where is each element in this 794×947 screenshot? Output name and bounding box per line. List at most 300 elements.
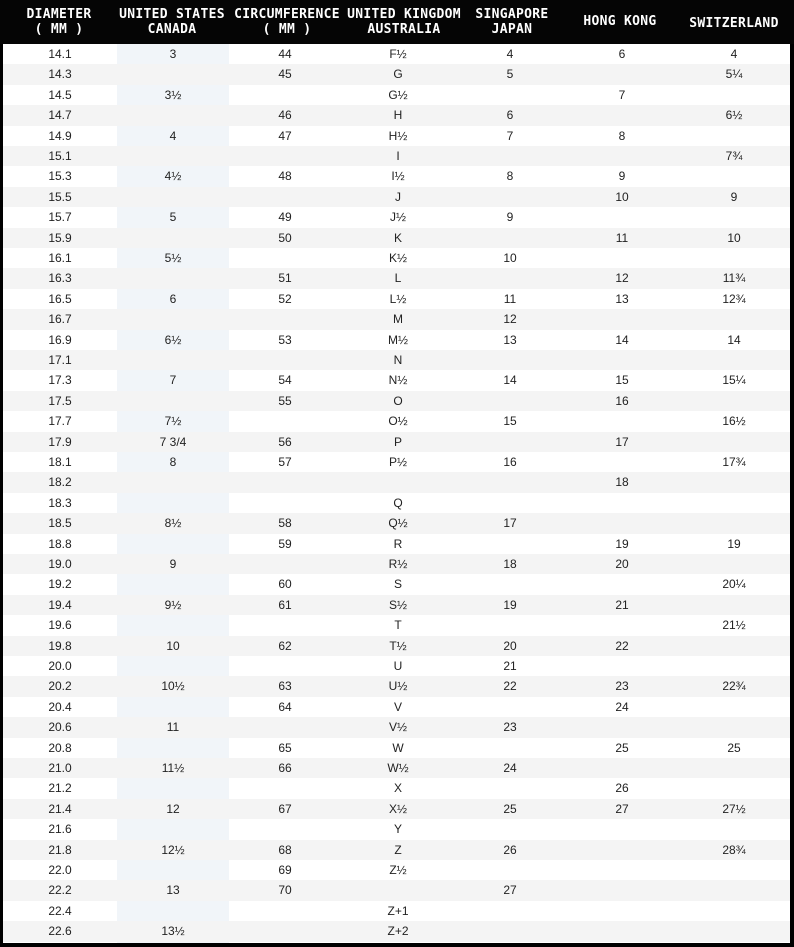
table-row bbox=[3, 799, 790, 819]
cell-uk-australia: Q bbox=[393, 495, 403, 510]
cell-uk-australia: P½ bbox=[388, 455, 407, 469]
table-row bbox=[3, 432, 790, 452]
cell-diameter: 16.1 bbox=[48, 251, 72, 265]
cell-us-canada bbox=[118, 64, 228, 84]
cell-circumference: 66 bbox=[278, 761, 292, 775]
cell-switzerland: 9 bbox=[730, 189, 738, 204]
cell-us-canada bbox=[118, 819, 228, 839]
cell-diameter: 21.6 bbox=[48, 822, 72, 837]
cell-uk-australia: J bbox=[395, 189, 401, 204]
cell-diameter: 22.4 bbox=[48, 903, 72, 918]
cell-circumference: 50 bbox=[278, 230, 292, 245]
table-row bbox=[3, 248, 790, 268]
cell-diameter: 15.1 bbox=[48, 149, 72, 163]
cell-hong-kong: 20 bbox=[615, 557, 629, 571]
cell-us-canada bbox=[118, 901, 228, 921]
cell-us-canada bbox=[118, 187, 228, 207]
cell-us-canada bbox=[118, 472, 228, 492]
cell-switzerland bbox=[679, 880, 789, 900]
cell-diameter: 15.3 bbox=[48, 169, 72, 184]
cell-us-canada: 11 bbox=[166, 720, 180, 735]
cell-uk-australia: R bbox=[393, 536, 403, 551]
cell-diameter: 20.8 bbox=[48, 740, 72, 755]
cell-us-canada: 8 bbox=[169, 455, 177, 469]
table-row bbox=[3, 636, 790, 656]
table-row bbox=[3, 350, 790, 370]
cell-us-canada bbox=[118, 350, 228, 370]
cell-diameter: 22.2 bbox=[48, 883, 72, 898]
cell-uk-australia bbox=[343, 472, 453, 492]
cell-switzerland bbox=[679, 472, 789, 492]
cell-uk-australia: W bbox=[392, 740, 404, 755]
cell-circumference bbox=[230, 554, 340, 574]
cell-uk-australia: S½ bbox=[388, 597, 407, 612]
cell-uk-australia: X½ bbox=[388, 801, 407, 816]
cell-uk-australia: H½ bbox=[388, 128, 408, 143]
cell-uk-australia: Z½ bbox=[389, 863, 407, 877]
cell-us-canada: 6½ bbox=[164, 332, 182, 347]
cell-circumference bbox=[230, 901, 340, 921]
cell-hong-kong bbox=[567, 901, 677, 921]
cell-diameter: 18.8 bbox=[48, 536, 72, 551]
cell-uk-australia: G½ bbox=[388, 87, 408, 102]
cell-singapore-japan: 27 bbox=[503, 883, 517, 898]
table-row bbox=[3, 370, 790, 390]
cell-switzerland: 10 bbox=[727, 230, 741, 245]
cell-us-canada: 13½ bbox=[161, 924, 185, 939]
cell-hong-kong bbox=[567, 513, 677, 533]
cell-circumference bbox=[230, 921, 340, 941]
cell-circumference: 56 bbox=[278, 434, 292, 449]
cell-diameter: 16.9 bbox=[48, 332, 72, 347]
table-row bbox=[3, 717, 790, 737]
header-hong-kong bbox=[570, 14, 670, 29]
table-row bbox=[3, 840, 790, 860]
cell-hong-kong bbox=[567, 207, 677, 227]
header-uk-australia bbox=[345, 7, 463, 37]
cell-hong-kong: 15 bbox=[615, 373, 629, 388]
cell-switzerland bbox=[679, 921, 789, 941]
cell-switzerland: 20¼ bbox=[722, 577, 746, 592]
cell-singapore-japan bbox=[455, 534, 565, 554]
cell-hong-kong bbox=[567, 309, 677, 329]
cell-hong-kong bbox=[567, 574, 677, 594]
cell-singapore-japan bbox=[455, 778, 565, 798]
cell-us-canada: 6 bbox=[169, 291, 177, 306]
cell-uk-australia: U bbox=[393, 659, 403, 673]
cell-singapore-japan bbox=[455, 697, 565, 717]
cell-us-canada: 11½ bbox=[161, 761, 185, 775]
cell-us-canada: 8½ bbox=[164, 516, 182, 531]
table-row bbox=[3, 778, 790, 798]
cell-circumference: 65 bbox=[278, 740, 292, 755]
cell-switzerland bbox=[679, 391, 789, 411]
cell-us-canada: 4 bbox=[169, 128, 177, 143]
cell-circumference bbox=[230, 493, 340, 513]
table-row bbox=[3, 880, 790, 900]
cell-switzerland: 25 bbox=[727, 740, 741, 755]
cell-singapore-japan: 18 bbox=[503, 557, 517, 571]
cell-switzerland bbox=[679, 493, 789, 513]
table-row bbox=[3, 85, 790, 105]
header-line2: CANADA bbox=[147, 22, 197, 37]
table-row bbox=[3, 615, 790, 635]
cell-switzerland bbox=[679, 432, 789, 452]
cell-singapore-japan: 11 bbox=[503, 291, 517, 306]
table-row bbox=[3, 513, 790, 533]
cell-circumference: 55 bbox=[278, 393, 292, 408]
cell-hong-kong bbox=[567, 248, 677, 268]
cell-hong-kong: 12 bbox=[615, 271, 629, 286]
cell-circumference: 59 bbox=[278, 536, 292, 551]
cell-circumference: 52 bbox=[278, 291, 292, 306]
cell-singapore-japan: 14 bbox=[503, 373, 517, 388]
cell-singapore-japan bbox=[455, 268, 565, 288]
size-table bbox=[3, 44, 790, 943]
cell-us-canada: 10 bbox=[166, 638, 180, 653]
table-row bbox=[3, 105, 790, 125]
cell-switzerland: 22¾ bbox=[722, 679, 746, 694]
cell-switzerland bbox=[679, 166, 789, 186]
cell-uk-australia: T½ bbox=[389, 638, 407, 653]
cell-hong-kong bbox=[567, 615, 677, 635]
table-row bbox=[3, 146, 790, 166]
cell-circumference bbox=[230, 187, 340, 207]
cell-hong-kong: 11 bbox=[615, 230, 629, 245]
cell-circumference bbox=[230, 656, 340, 676]
cell-diameter: 18.1 bbox=[48, 455, 72, 469]
header-line1: HONG KONG bbox=[583, 14, 657, 29]
table-row bbox=[3, 676, 790, 696]
cell-us-canada: 9 bbox=[169, 557, 177, 571]
header-line1: UNITED STATES bbox=[119, 7, 225, 22]
cell-singapore-japan: 22 bbox=[503, 679, 517, 694]
cell-circumference bbox=[230, 819, 340, 839]
cell-hong-kong: 9 bbox=[618, 169, 626, 184]
cell-switzerland: 21½ bbox=[722, 618, 746, 633]
cell-diameter: 21.2 bbox=[48, 781, 72, 796]
header-circumference bbox=[231, 7, 343, 37]
cell-us-canada bbox=[118, 493, 228, 513]
cell-hong-kong bbox=[567, 880, 677, 900]
cell-hong-kong: 7 bbox=[618, 87, 626, 102]
cell-diameter: 15.7 bbox=[48, 210, 72, 225]
cell-diameter: 20.6 bbox=[48, 720, 72, 735]
cell-uk-australia: O bbox=[393, 393, 403, 408]
cell-singapore-japan bbox=[455, 350, 565, 370]
cell-diameter: 16.5 bbox=[48, 291, 72, 306]
cell-circumference: 64 bbox=[278, 699, 292, 714]
table-row bbox=[3, 207, 790, 227]
table-row bbox=[3, 493, 790, 513]
table-row bbox=[3, 595, 790, 615]
cell-diameter: 22.0 bbox=[48, 863, 72, 877]
cell-hong-kong bbox=[567, 819, 677, 839]
cell-us-canada: 4½ bbox=[164, 169, 182, 184]
cell-uk-australia: N½ bbox=[388, 373, 408, 388]
table-row bbox=[3, 187, 790, 207]
cell-singapore-japan bbox=[455, 228, 565, 248]
cell-switzerland: 12¾ bbox=[722, 291, 746, 306]
cell-switzerland: 15¼ bbox=[722, 373, 746, 388]
cell-singapore-japan: 8 bbox=[506, 169, 514, 184]
header-us-canada bbox=[114, 7, 230, 37]
cell-hong-kong bbox=[567, 146, 677, 166]
table-row bbox=[3, 860, 790, 880]
table-row bbox=[3, 330, 790, 350]
cell-singapore-japan: 16 bbox=[503, 455, 517, 469]
cell-switzerland: 28¾ bbox=[722, 842, 746, 857]
cell-us-canada: 12 bbox=[166, 801, 180, 816]
cell-uk-australia: Z+1 bbox=[387, 903, 409, 918]
table-row bbox=[3, 126, 790, 146]
cell-diameter: 16.3 bbox=[48, 271, 72, 286]
cell-singapore-japan bbox=[455, 615, 565, 635]
cell-uk-australia: Z+2 bbox=[387, 924, 409, 939]
header-line1: UNITED KINGDOM bbox=[347, 7, 461, 22]
table-row bbox=[3, 554, 790, 574]
table-row bbox=[3, 391, 790, 411]
cell-circumference bbox=[230, 309, 340, 329]
cell-uk-australia: R½ bbox=[388, 557, 408, 571]
cell-switzerland: 16½ bbox=[722, 414, 746, 429]
header-line1: CIRCUMFERENCE bbox=[234, 7, 340, 22]
cell-hong-kong: 18 bbox=[615, 475, 629, 490]
cell-us-canada bbox=[118, 615, 228, 635]
cell-uk-australia: T bbox=[394, 618, 402, 633]
cell-diameter: 14.3 bbox=[48, 67, 72, 82]
cell-hong-kong bbox=[567, 350, 677, 370]
cell-singapore-japan: 26 bbox=[503, 842, 517, 857]
cell-diameter: 21.8 bbox=[48, 842, 72, 857]
cell-hong-kong: 6 bbox=[618, 47, 626, 61]
cell-diameter: 14.5 bbox=[48, 87, 72, 102]
cell-diameter: 19.0 bbox=[48, 557, 72, 571]
cell-uk-australia: M bbox=[393, 312, 403, 327]
cell-us-canada bbox=[118, 738, 228, 758]
cell-singapore-japan bbox=[455, 738, 565, 758]
cell-switzerland bbox=[679, 554, 789, 574]
cell-uk-australia: H bbox=[393, 108, 403, 123]
table-row bbox=[3, 268, 790, 288]
table-row bbox=[3, 574, 790, 594]
cell-switzerland: 27½ bbox=[722, 801, 746, 816]
cell-singapore-japan: 15 bbox=[503, 414, 517, 429]
cell-hong-kong: 14 bbox=[615, 332, 629, 347]
cell-us-canada: 5 bbox=[169, 210, 177, 225]
cell-hong-kong: 23 bbox=[615, 679, 629, 694]
cell-hong-kong: 17 bbox=[615, 434, 629, 449]
cell-uk-australia: F½ bbox=[389, 47, 407, 61]
cell-diameter: 14.7 bbox=[48, 108, 72, 123]
header-switzerland bbox=[678, 16, 790, 31]
header-diameter bbox=[0, 7, 118, 37]
cell-singapore-japan bbox=[455, 85, 565, 105]
cell-circumference bbox=[230, 615, 340, 635]
cell-diameter: 17.3 bbox=[48, 373, 72, 388]
cell-switzerland: 17¾ bbox=[722, 455, 746, 469]
table-header bbox=[0, 0, 794, 44]
cell-switzerland bbox=[679, 778, 789, 798]
cell-diameter: 20.2 bbox=[48, 679, 72, 694]
cell-hong-kong: 25 bbox=[615, 740, 629, 755]
table-row bbox=[3, 738, 790, 758]
header-line1: SINGAPORE bbox=[475, 7, 549, 22]
cell-singapore-japan bbox=[455, 391, 565, 411]
cell-us-canada: 9½ bbox=[164, 597, 182, 612]
cell-circumference bbox=[230, 717, 340, 737]
cell-us-canada: 3 bbox=[169, 47, 177, 61]
header-line1: DIAMETER bbox=[26, 7, 92, 22]
cell-hong-kong bbox=[567, 105, 677, 125]
cell-circumference bbox=[230, 85, 340, 105]
cell-us-canada bbox=[118, 309, 228, 329]
cell-us-canada bbox=[118, 534, 228, 554]
cell-singapore-japan bbox=[455, 146, 565, 166]
cell-circumference: 69 bbox=[278, 863, 292, 877]
cell-diameter: 19.6 bbox=[48, 618, 72, 633]
cell-uk-australia: I bbox=[396, 149, 400, 163]
cell-hong-kong bbox=[567, 452, 677, 472]
cell-hong-kong bbox=[567, 64, 677, 84]
table-row bbox=[3, 758, 790, 778]
table-row bbox=[3, 228, 790, 248]
cell-us-canada: 13 bbox=[166, 883, 180, 898]
cell-diameter: 15.9 bbox=[48, 230, 72, 245]
table-row bbox=[3, 64, 790, 84]
cell-hong-kong bbox=[567, 758, 677, 778]
cell-switzerland bbox=[679, 350, 789, 370]
cell-us-canada: 7 3/4 bbox=[159, 434, 187, 449]
cell-diameter: 19.8 bbox=[48, 638, 72, 653]
cell-circumference bbox=[230, 248, 340, 268]
cell-diameter: 17.1 bbox=[48, 353, 72, 367]
table-row bbox=[3, 656, 790, 676]
cell-diameter: 19.4 bbox=[48, 597, 72, 612]
cell-circumference: 44 bbox=[278, 47, 292, 61]
table-row bbox=[3, 819, 790, 839]
cell-singapore-japan: 21 bbox=[503, 659, 517, 673]
cell-singapore-japan: 9 bbox=[506, 210, 514, 225]
cell-switzerland: 5¼ bbox=[725, 67, 743, 82]
table-row bbox=[3, 452, 790, 472]
cell-uk-australia: U½ bbox=[388, 679, 408, 694]
cell-hong-kong: 8 bbox=[618, 128, 626, 143]
cell-hong-kong bbox=[567, 493, 677, 513]
cell-uk-australia: N bbox=[393, 353, 403, 367]
cell-switzerland bbox=[679, 697, 789, 717]
cell-diameter: 18.2 bbox=[48, 475, 72, 490]
cell-us-canada: 7 bbox=[169, 373, 177, 388]
cell-uk-australia: I½ bbox=[391, 169, 405, 184]
cell-us-canada: 5½ bbox=[164, 251, 182, 265]
cell-switzerland: 14 bbox=[727, 332, 741, 347]
cell-hong-kong: 27 bbox=[615, 801, 629, 816]
cell-uk-australia: L½ bbox=[389, 291, 407, 306]
cell-circumference: 53 bbox=[278, 332, 292, 347]
cell-diameter: 14.1 bbox=[48, 47, 72, 61]
cell-uk-australia: V½ bbox=[388, 720, 407, 735]
cell-switzerland bbox=[679, 248, 789, 268]
cell-uk-australia: W½ bbox=[387, 761, 409, 775]
cell-switzerland bbox=[679, 717, 789, 737]
cell-circumference: 68 bbox=[278, 842, 292, 857]
cell-uk-australia: J½ bbox=[389, 210, 406, 225]
cell-hong-kong: 22 bbox=[615, 638, 629, 653]
cell-circumference: 70 bbox=[278, 883, 292, 898]
cell-circumference: 45 bbox=[278, 67, 292, 82]
cell-diameter: 21.0 bbox=[48, 761, 72, 775]
cell-singapore-japan: 20 bbox=[503, 638, 517, 653]
cell-uk-australia: G bbox=[393, 67, 403, 82]
cell-singapore-japan bbox=[455, 472, 565, 492]
cell-us-canada: 7½ bbox=[164, 414, 182, 429]
cell-diameter: 14.9 bbox=[48, 128, 72, 143]
cell-singapore-japan bbox=[455, 860, 565, 880]
cell-uk-australia: K½ bbox=[388, 251, 407, 265]
cell-us-canada bbox=[118, 656, 228, 676]
cell-circumference: 54 bbox=[278, 373, 292, 388]
cell-circumference bbox=[230, 411, 340, 431]
cell-circumference bbox=[230, 350, 340, 370]
cell-switzerland bbox=[679, 860, 789, 880]
cell-us-canada: 3½ bbox=[164, 87, 182, 102]
cell-circumference: 47 bbox=[278, 128, 292, 143]
cell-uk-australia: Y bbox=[393, 822, 402, 837]
cell-hong-kong: 26 bbox=[615, 781, 629, 796]
cell-us-canada bbox=[118, 391, 228, 411]
cell-switzerland: 7¾ bbox=[725, 149, 743, 163]
cell-us-canada: 12½ bbox=[161, 842, 185, 857]
cell-switzerland bbox=[679, 207, 789, 227]
cell-diameter: 17.7 bbox=[48, 414, 72, 429]
cell-circumference bbox=[230, 146, 340, 166]
header-line2: ( MM ) bbox=[262, 22, 312, 37]
cell-circumference: 48 bbox=[278, 169, 292, 184]
cell-us-canada bbox=[118, 574, 228, 594]
cell-switzerland bbox=[679, 309, 789, 329]
cell-diameter: 20.4 bbox=[48, 699, 72, 714]
table-row bbox=[3, 472, 790, 492]
header-line2: ( MM ) bbox=[34, 22, 84, 37]
cell-hong-kong: 10 bbox=[615, 189, 629, 204]
header-line2: AUSTRALIA bbox=[367, 22, 441, 37]
cell-singapore-japan: 12 bbox=[503, 312, 517, 327]
cell-diameter: 19.2 bbox=[48, 577, 72, 592]
cell-us-canada bbox=[118, 105, 228, 125]
cell-circumference bbox=[230, 778, 340, 798]
cell-switzerland bbox=[679, 636, 789, 656]
cell-uk-australia: V bbox=[393, 699, 402, 714]
header-line1: SWITZERLAND bbox=[689, 16, 779, 31]
header-line2: JAPAN bbox=[491, 22, 533, 37]
cell-us-canada bbox=[118, 778, 228, 798]
cell-singapore-japan: 25 bbox=[503, 801, 517, 816]
cell-singapore-japan: 19 bbox=[503, 597, 517, 612]
header-singapore-japan bbox=[463, 7, 561, 37]
cell-uk-australia: X bbox=[393, 781, 402, 796]
cell-singapore-japan bbox=[455, 493, 565, 513]
cell-circumference: 63 bbox=[278, 679, 292, 694]
table-row bbox=[3, 534, 790, 554]
cell-switzerland bbox=[679, 758, 789, 778]
cell-hong-kong: 21 bbox=[615, 597, 629, 612]
cell-circumference: 57 bbox=[278, 455, 292, 469]
cell-singapore-japan: 6 bbox=[506, 108, 514, 123]
cell-us-canada bbox=[118, 228, 228, 248]
table-row bbox=[3, 921, 790, 941]
cell-circumference: 51 bbox=[278, 271, 292, 286]
